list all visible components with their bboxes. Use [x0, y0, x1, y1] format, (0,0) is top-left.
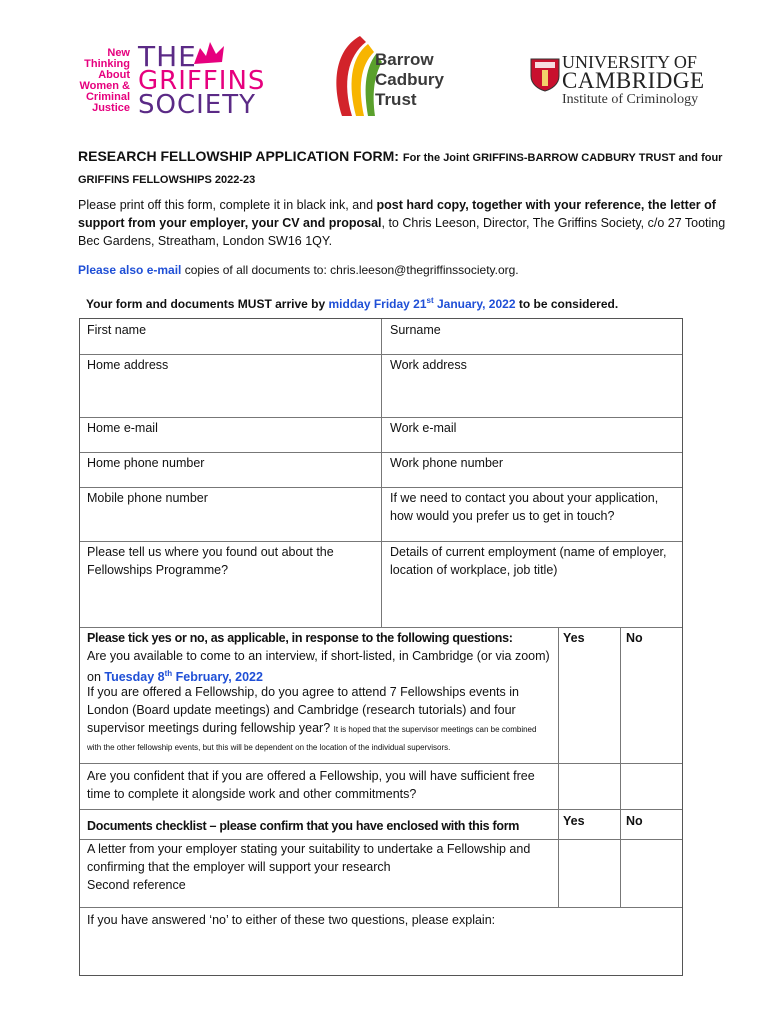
found-out-label: Please tell us where you found out about the Fellowships Programme? — [87, 545, 334, 577]
home-email-label: Home e-mail — [87, 421, 158, 435]
supervisor-note: It is hoped that the supervisor meetings can be combined with the other fellowship events, but this will be dependent on the location of the individual supervisors. — [87, 725, 537, 752]
griffins-society-tagline: New Thinking About Women & Criminal Justice — [79, 47, 130, 114]
cambridge-shield-icon — [530, 58, 560, 92]
barrow-cadbury-logo: Barrow Cadbury Trust — [375, 50, 444, 109]
cambridge-logo-line2: CAMBRIDGE — [562, 68, 705, 93]
events-question: If you are offered a Fellowship, do you agree to attend 7 Fellowships events in London (Board update meetings) and Cambridge (research tutorials) and four supervisor meetings during fellowship year? It is hoped that the supervisor meetings can be combined with the other fellowship events, but this will be dependent on the location of the individual supervisors. — [87, 685, 537, 752]
form-title: RESEARCH FELLOWSHIP APPLICATION FORM: For the Joint GRIFFINS-BARROW CADBURY TRUST and four GRIFFINS FELLOWSHIPS 2022-23 — [78, 148, 723, 186]
home-phone-label: Home phone number — [87, 456, 205, 470]
employer-letter-item: A letter from your employer stating your suitability to undertake a Fellowship and confirming that the employer will support your research — [87, 842, 531, 874]
checklist-yes-header: Yes — [563, 814, 585, 828]
cambridge-logo-line3: Institute of Criminology — [562, 92, 699, 107]
griffins-logo-society: SOCIETY — [138, 90, 256, 120]
deadline-notice: Your form and documents MUST arrive by midday Friday 21st January, 2022 to be considered. — [86, 296, 619, 311]
work-email-label: Work e-mail — [390, 421, 457, 435]
employment-details-label: Details of current employment (name of employer, location of workplace, job title) — [390, 545, 667, 577]
explain-label: If you have answered ‘no’ to either of these two questions, please explain: — [87, 913, 496, 927]
checklist-no-header: No — [626, 814, 643, 828]
first-name-label: First name — [87, 323, 147, 337]
checklist-header: Documents checklist – please confirm that you have enclosed with this form — [87, 819, 520, 833]
surname-label: Surname — [390, 323, 441, 337]
home-address-label: Home address — [87, 358, 169, 372]
form-subtitle: For the Joint GRIFFINS-BARROW CADBURY TRUST and four GRIFFINS FELLOWSHIPS 2022-23 — [78, 152, 723, 186]
mobile-phone-label: Mobile phone number — [87, 491, 208, 505]
questions-header: Please tick yes or no, as applicable, in response to the following questions: — [87, 631, 513, 645]
second-reference-item: Second reference — [87, 878, 186, 892]
griffins-logo-griffins: GRIFFINS — [138, 66, 266, 96]
work-address-label: Work address — [390, 358, 467, 372]
email-instructions: Please also e-mail copies of all documents to: chris.leeson@thegriffinssociety.org. — [78, 263, 519, 277]
questions-yes-header: Yes — [563, 631, 585, 645]
contact-preference-label: If we need to contact you about your application, how would you prefer us to get in touch? — [390, 491, 659, 523]
work-phone-label: Work phone number — [390, 456, 504, 470]
application-form-table — [79, 318, 683, 976]
free-time-question: Are you confident that if you are offered a Fellowship, you will have sufficient free time to complete it alongside work and other commitments? — [87, 769, 535, 801]
postal-instructions: Please print off this form, complete it in black ink, and post hard copy, together with your reference, the letter of support from your employer, your CV and proposal, to Chris Leeson, Director, The Griffins Society, c/o 27 Tooting Bec Gardens, Streatham, London SW16 1QY. — [78, 198, 726, 248]
cambridge-logo-line1: UNIVERSITY OF — [562, 52, 697, 72]
griffins-logo-the: THE — [138, 40, 197, 73]
interview-question: Are you available to come to an interview, if short-listed, in Cambridge (or via zoom) on Tuesday 8th February, 2022 — [87, 649, 550, 685]
questions-no-header: No — [626, 631, 643, 645]
